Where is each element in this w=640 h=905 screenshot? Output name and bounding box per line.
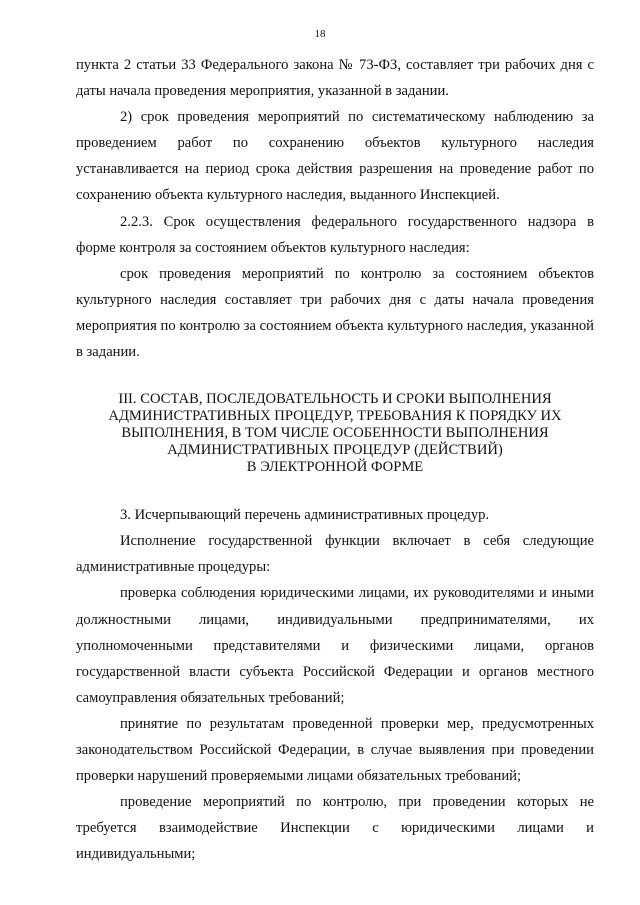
section-heading-line: АДМИНИСТРАТИВНЫХ ПРОЦЕДУР, ТРЕБОВАНИЯ К ПОРЯДКУ ИХ xyxy=(108,408,562,425)
paragraph-item-2: 2) срок проведения мероприятий по систематическому наблюдению за проведением работ по сохранению объектов культурного наследия устанавливается на период срока действия разрешения на проведение работ по сохранению объекта культурного наследия, выданного Инспекцией. xyxy=(76,109,594,204)
section-heading-line: ВЫПОЛНЕНИЯ, В ТОМ ЧИСЛЕ ОСОБЕННОСТИ ВЫПОЛНЕНИЯ xyxy=(121,425,549,442)
paragraph-monitoring-term: срок проведения мероприятий по контролю за состоянием объектов культурного наследия составляет три рабочих дня с даты начала проведения мероприятия по контролю за состоянием объекта культурного наследия, указанной в задании. xyxy=(76,265,594,361)
document-body xyxy=(76,52,594,867)
paragraph-2-2-3: 2.2.3. Срок осуществления федерального государственного надзора в форме контроля за состоянием объектов культурного наследия: xyxy=(76,213,594,256)
list-item-control-activities: проведение мероприятий по контролю, при проведении которых не требуется взаимодействие Инспекции с юридическими лицами и индивидуальными; xyxy=(76,794,594,863)
list-item-measures: принятие по результатам проведенной проверки мер, предусмотренных законодательством Российской Федерации, в случае выявления при проведении проверки нарушений проверяемыми лицами обязательных требований; xyxy=(76,715,594,785)
paragraph-procedures-intro: Исполнение государственной функции включает в себя следующие административные процедуры: xyxy=(76,533,594,576)
section-heading-line: В ЭЛЕКТРОННОЙ ФОРМЕ xyxy=(246,459,424,476)
page-number: 18 xyxy=(314,28,326,40)
section-heading xyxy=(76,391,594,476)
section-heading-line: III. СОСТАВ, ПОСЛЕДОВАТЕЛЬНОСТЬ И СРОКИ ВЫПОЛНЕНИЯ xyxy=(118,391,552,408)
section-heading-line: АДМИНИСТРАТИВНЫХ ПРОЦЕДУР (ДЕЙСТВИЙ) xyxy=(167,442,503,459)
list-item-compliance-check: проверка соблюдения юридическими лицами, их руководителями и иными должностными лицами, индивидуальными предпринимателями, их уполномоченными представителями и физическими лицами, органов государственной власти субъекта Российской Федерации и органов местного самоуправления обязательных требований; xyxy=(76,585,594,706)
paragraph-3: 3. Исчерпывающий перечень административных процедур. xyxy=(120,507,490,524)
paragraph-continuation: пункта 2 статьи 33 Федерального закона № 73-ФЗ, составляет три рабочих дня с даты начала проведения мероприятия, указанной в задании. xyxy=(76,57,594,100)
